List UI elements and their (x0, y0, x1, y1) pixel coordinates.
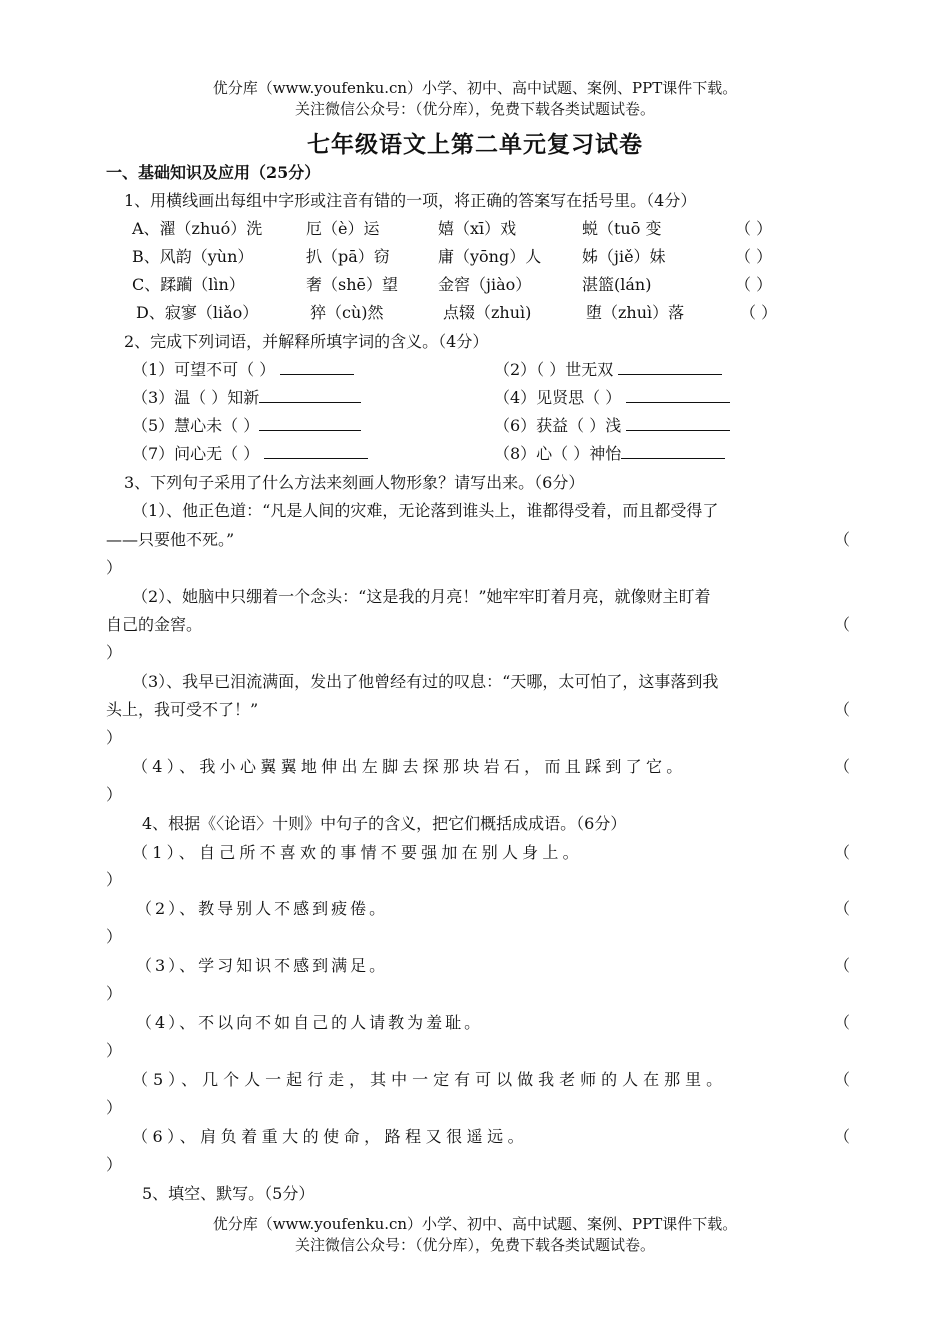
q1-row-word: 蜕（tuō 变 (582, 219, 662, 238)
answer-paren-open[interactable]: （ (834, 956, 851, 975)
q2-item-text: （7）问心无（ ） (132, 444, 260, 463)
q1-row-word: 点辍（zhuì) (443, 303, 532, 322)
q1-prompt: 1、用横线画出每组中字形或注音有错的一项，将正确的答案写在括号里。（4分） (124, 191, 697, 210)
answer-paren-close: ） (106, 1155, 123, 1174)
q2-item (494, 413, 730, 436)
answer-blank[interactable]: （ ） (735, 247, 773, 266)
answer-paren-open[interactable]: （ (834, 843, 851, 862)
q1-row-word: 扒（pā）窃 (306, 247, 390, 266)
answer-blank[interactable]: （ ） (735, 275, 773, 294)
q3-sentence-cont: ——只要他不死。” (106, 530, 235, 549)
q4-item: （6）、肩负着重大的使命，路程又很遥远。 (132, 1127, 529, 1146)
answer-paren-open[interactable]: （ (834, 899, 851, 918)
q2-item (132, 385, 361, 408)
q1-row-word: 堕（zhuì）落 (586, 303, 685, 322)
q1-row-word: 金窖（jiào） (438, 275, 532, 294)
answer-paren-open[interactable]: （ (834, 1013, 851, 1032)
q3-sentence: （4）、我小心翼翼地伸出左脚去探那块岩石，而且踩到了它。 (132, 757, 687, 776)
q1-row-word: 姊（jiě）妹 (582, 247, 666, 266)
section-heading: 一、基础知识及应用（25分） (106, 163, 321, 182)
q2-item (494, 357, 722, 380)
q2-item-text: （5）慧心未（ ） (132, 416, 260, 435)
q3-sentence-cont: 自己的金窖。 (106, 615, 203, 634)
answer-blank[interactable] (259, 416, 361, 431)
header-line-2: 关注微信公众号：（优分库），免费下载各类试题试卷。 (294, 100, 655, 118)
q3-prompt: 3、下列句子采用了什么方法来刻画人物形象？请写出来。（6分） (124, 473, 585, 492)
q1-row-option: D、寂寥（liǎo） (136, 303, 259, 322)
footer-line-2: 关注微信公众号：（优分库），免费下载各类试题试卷。 (294, 1236, 655, 1254)
q1-row-word: 奢（shē）望 (306, 275, 398, 294)
header-line-1: 优分库（www.youfenku.cn）小学、初中、高中试题、案例、PPT课件下载。 (212, 79, 738, 97)
q1-row-option: B、风韵（yùn） (132, 247, 254, 266)
page-title: 七年级语文上第二单元复习试卷 (307, 131, 643, 158)
answer-paren-open[interactable]: （ (834, 1070, 851, 1089)
q3-sentence: （1）、他正色道：“凡是人间的灾难，无论落到谁头上，谁都得受着，而且都受得了 (132, 501, 719, 520)
q1-row-option: C、蹂躏（lìn） (132, 275, 245, 294)
answer-paren-open[interactable]: （ (834, 757, 851, 776)
answer-paren-close: ） (106, 984, 123, 1003)
answer-blank[interactable] (621, 444, 725, 459)
q4-item: （2）、教导别人不感到疲倦。 (136, 899, 389, 918)
answer-blank[interactable] (264, 444, 368, 459)
q2-item (132, 441, 368, 464)
q2-item (494, 441, 725, 464)
q2-item (132, 357, 354, 380)
footer-line-1: 优分库（www.youfenku.cn）小学、初中、高中试题、案例、PPT课件下载。 (212, 1215, 738, 1233)
answer-paren-close: ） (106, 870, 123, 889)
q1-row-word: 厄（è）运 (306, 219, 380, 238)
answer-blank[interactable] (280, 360, 354, 375)
answer-paren-close: ） (106, 1041, 123, 1060)
answer-blank[interactable] (259, 388, 361, 403)
answer-paren-open[interactable]: （ (834, 530, 851, 549)
q1-row-word: 猝（cù)然 (310, 303, 384, 322)
q1-row-word: 湛篮(lán) (582, 275, 652, 294)
q1-row-option: A、濯（zhuó）洗 (132, 219, 263, 238)
q2-item-text: （4）见贤思（ ） (494, 388, 622, 407)
q2-item (132, 413, 361, 436)
answer-blank[interactable] (626, 416, 730, 431)
q4-item: （5）、几个人一起行走，其中一定有可以做我老师的人在那里。 (132, 1070, 728, 1089)
q2-item-text: （8）心（ ）神怡 (494, 444, 622, 463)
q3-sentence: （3）、我早已泪流满面，发出了他曾经有过的叹息：“天哪，太可怕了，这事落到我 (132, 672, 719, 691)
answer-paren-close: ） (106, 558, 123, 577)
q2-item-text: （3）温（ ）知新 (132, 388, 260, 407)
q4-prompt: 4、根据《〈论语〉十则》中句子的含义，把它们概括成成语。（6分） (142, 814, 627, 833)
answer-blank[interactable] (618, 360, 722, 375)
q3-sentence-cont: 头上，我可受不了！” (106, 700, 259, 719)
q4-item: （3）、学习知识不感到满足。 (136, 956, 389, 975)
answer-paren-open[interactable]: （ (834, 700, 851, 719)
answer-paren-close: ） (106, 785, 123, 804)
answer-paren-close: ） (106, 728, 123, 747)
q1-row-word: 嬉（xī）戏 (438, 219, 517, 238)
q2-prompt: 2、完成下列词语，并解释所填字词的含义。（4分） (124, 332, 489, 351)
q4-item: （4）、不以向不如自己的人请教为羞耻。 (136, 1013, 484, 1032)
q3-sentence: （2）、她脑中只绷着一个念头：“这是我的月亮！”她牢牢盯着月亮，就像财主盯着 (132, 587, 711, 606)
answer-paren-close: ） (106, 1098, 123, 1117)
answer-blank[interactable] (626, 388, 730, 403)
q4-item: （1）、自己所不喜欢的事情不要强加在别人身上。 (132, 843, 583, 862)
q5-prompt: 5、填空、默写。（5分） (142, 1184, 315, 1203)
answer-paren-open[interactable]: （ (834, 1127, 851, 1146)
q2-item-text: （6）获益（ ）浅 (494, 416, 622, 435)
q2-item-text: （1）可望不可（ ） (132, 360, 276, 379)
answer-paren-open[interactable]: （ (834, 615, 851, 634)
q2-item (494, 385, 730, 408)
q2-item-text: （2）（ ）世无双 (494, 360, 614, 379)
answer-blank[interactable]: （ ） (735, 219, 773, 238)
answer-blank[interactable]: （ ） (740, 303, 778, 322)
answer-paren-close: ） (106, 927, 123, 946)
q1-row-word: 庸（yōng）人 (438, 247, 542, 266)
answer-paren-close: ） (106, 643, 123, 662)
